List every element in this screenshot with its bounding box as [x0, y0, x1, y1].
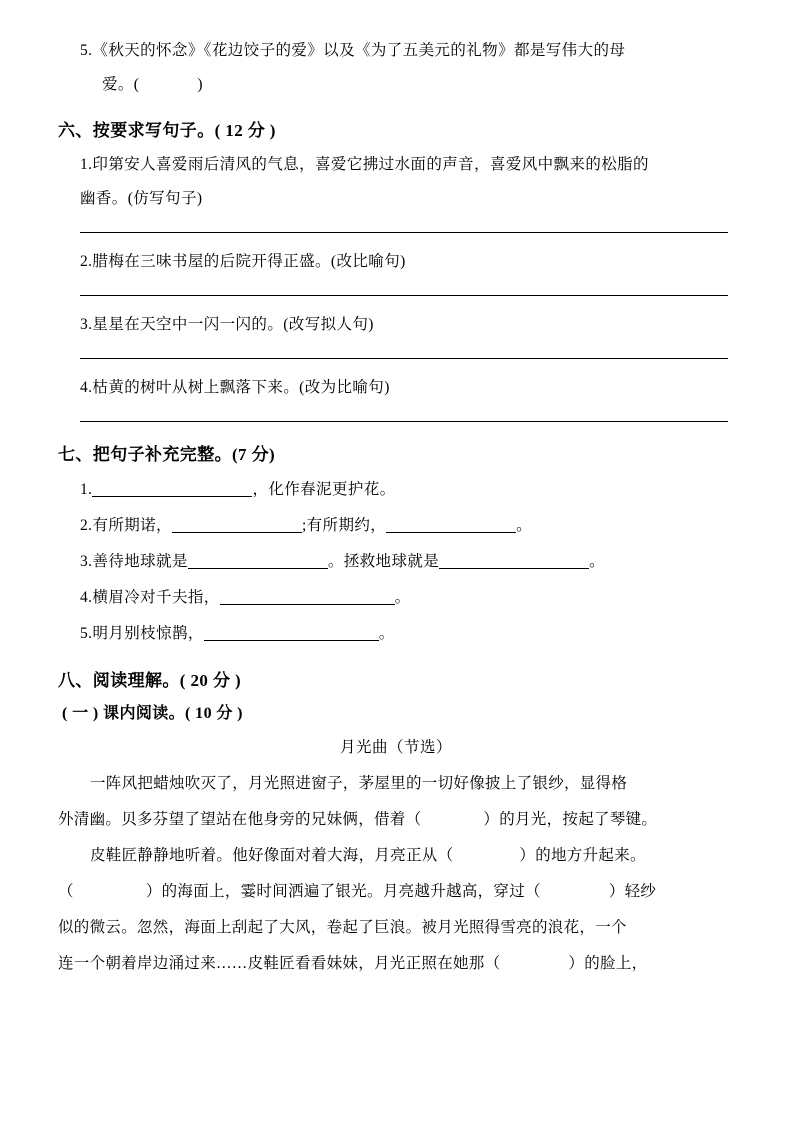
- s7-q2-after: 。: [516, 517, 533, 534]
- question-5-paren-close: ): [197, 76, 203, 93]
- p5-text-b: ）的脸上，: [568, 955, 648, 972]
- s7-q4-num: 4.: [80, 589, 93, 606]
- s6-q1-line-2: 幽香。(仿写句子): [80, 190, 203, 207]
- p1-text-b: 外清幽。贝多芬望了望站在他身旁的兄妹俩，借着（: [58, 811, 422, 828]
- section-6-title: 六、按要求写句子。( 12 分 ): [58, 121, 276, 140]
- s7-q4: [58, 580, 734, 616]
- s7-q3-mid: 。拯救地球就是: [327, 553, 440, 570]
- s6-q4-answer-line[interactable]: [80, 421, 728, 422]
- section-7-title: 七、把句子补充完整。(7 分): [58, 445, 276, 464]
- s7-q3-before: 善待地球就是: [92, 553, 188, 570]
- question-5-line-2: [58, 68, 734, 102]
- passage-paragraph-2-line-3: 似的微云。忽然，海面上刮起了大风，卷起了巨浪。被月光照得雪亮的浪花，一个: [58, 919, 627, 936]
- p1-text-c: ）的月光，按起了琴键。: [483, 811, 658, 828]
- p3-text-c: ）轻纱: [608, 883, 657, 900]
- s6-q1-answer-rule-wrap: [58, 232, 734, 233]
- passage-paragraph-1-line-1: 一阵风把蜡烛吹灭了，月光照进窗子，茅屋里的一切好像披上了银纱，显得格: [90, 775, 628, 792]
- s7-q5-num: 5.: [80, 625, 93, 642]
- s7-q2-before: 有所期诺，: [92, 517, 172, 534]
- s7-q3-num: 3.: [80, 553, 93, 570]
- s6-q4-answer-rule-wrap: [58, 421, 734, 422]
- s6-q3-answer-line[interactable]: [80, 358, 728, 359]
- s7-q4-before: 横眉冷对千夫指，: [92, 589, 220, 606]
- s7-q3-blank-1[interactable]: [188, 568, 328, 569]
- s7-q5: [58, 616, 734, 652]
- section-8-sub-title: ( 一 ) 课内阅读。( 10 分 ): [62, 705, 243, 722]
- s7-q1-blank[interactable]: [92, 496, 252, 497]
- section-8-title: 八、阅读理解。( 20 分 ): [58, 671, 242, 690]
- s7-q1-after: ，化作春泥更护花。: [252, 481, 396, 498]
- s7-q3: [58, 544, 734, 580]
- s7-q1-num: 1.: [80, 481, 93, 498]
- passage-title: 月光曲（节选）: [339, 739, 452, 756]
- s7-q4-after: 。: [394, 589, 411, 606]
- question-5-line-1: 5.《秋天的怀念》《花边饺子的爱》以及《为了五美元的礼物》都是写伟大的母: [80, 42, 626, 59]
- p3-text-a: （: [58, 883, 74, 900]
- passage-paragraph-2-line-1: [58, 838, 734, 874]
- passage-paragraph-2-line-2: [58, 874, 734, 910]
- p5-text-a: 连一个朝着岸边涌过来……皮鞋匠看看妹妹，月光正照在她那（: [58, 955, 501, 972]
- passage-paragraph-2-line-4: [58, 946, 734, 982]
- s6-q2-line-1: 2.腊梅在三味书屋的后院开得正盛。(改比喻句): [80, 253, 406, 270]
- s6-q2-answer-rule-wrap: [58, 295, 734, 296]
- s6-q1-line-1: 1.印第安人喜爱雨后清风的气息，喜爱它拂过水面的声音，喜爱风中飘来的松脂的: [80, 156, 649, 173]
- s7-q5-after: 。: [378, 625, 395, 642]
- s7-q3-blank-2[interactable]: [439, 568, 589, 569]
- s7-q4-blank[interactable]: [220, 604, 395, 605]
- s7-q1: [58, 472, 734, 508]
- s7-q2-blank-1[interactable]: [172, 532, 302, 533]
- s7-q3-after: 。: [589, 553, 606, 570]
- p3-text-b: ）的海面上，霎时间洒遍了银光。月亮越升越高，穿过（: [145, 883, 541, 900]
- s7-q5-blank[interactable]: [204, 640, 379, 641]
- s6-q4-line-1: 4.枯黄的树叶从树上飘落下来。(改为比喻句): [80, 379, 390, 396]
- s7-q2-mid: ;有所期约，: [301, 517, 387, 534]
- question-5-line-2-text: 爱。(: [102, 76, 140, 93]
- s7-q2-num: 2.: [80, 517, 93, 534]
- passage-paragraph-1-line-2: [58, 802, 734, 838]
- s7-q5-before: 明月别枝惊鹊，: [92, 625, 204, 642]
- p2-text-b: ）的地方升起来。: [519, 847, 646, 864]
- s6-q3-answer-rule-wrap: [58, 358, 734, 359]
- s6-q3-line-1: 3.星星在天空中一闪一闪的。(改写拟人句): [80, 316, 374, 333]
- s7-q2-blank-2[interactable]: [386, 532, 516, 533]
- s6-q1-answer-line[interactable]: [80, 232, 728, 233]
- p2-text-a: 皮鞋匠静静地听着。他好像面对着大海，月亮正从（: [90, 847, 454, 864]
- s7-q2: [58, 508, 734, 544]
- s6-q2-answer-line[interactable]: [80, 295, 728, 296]
